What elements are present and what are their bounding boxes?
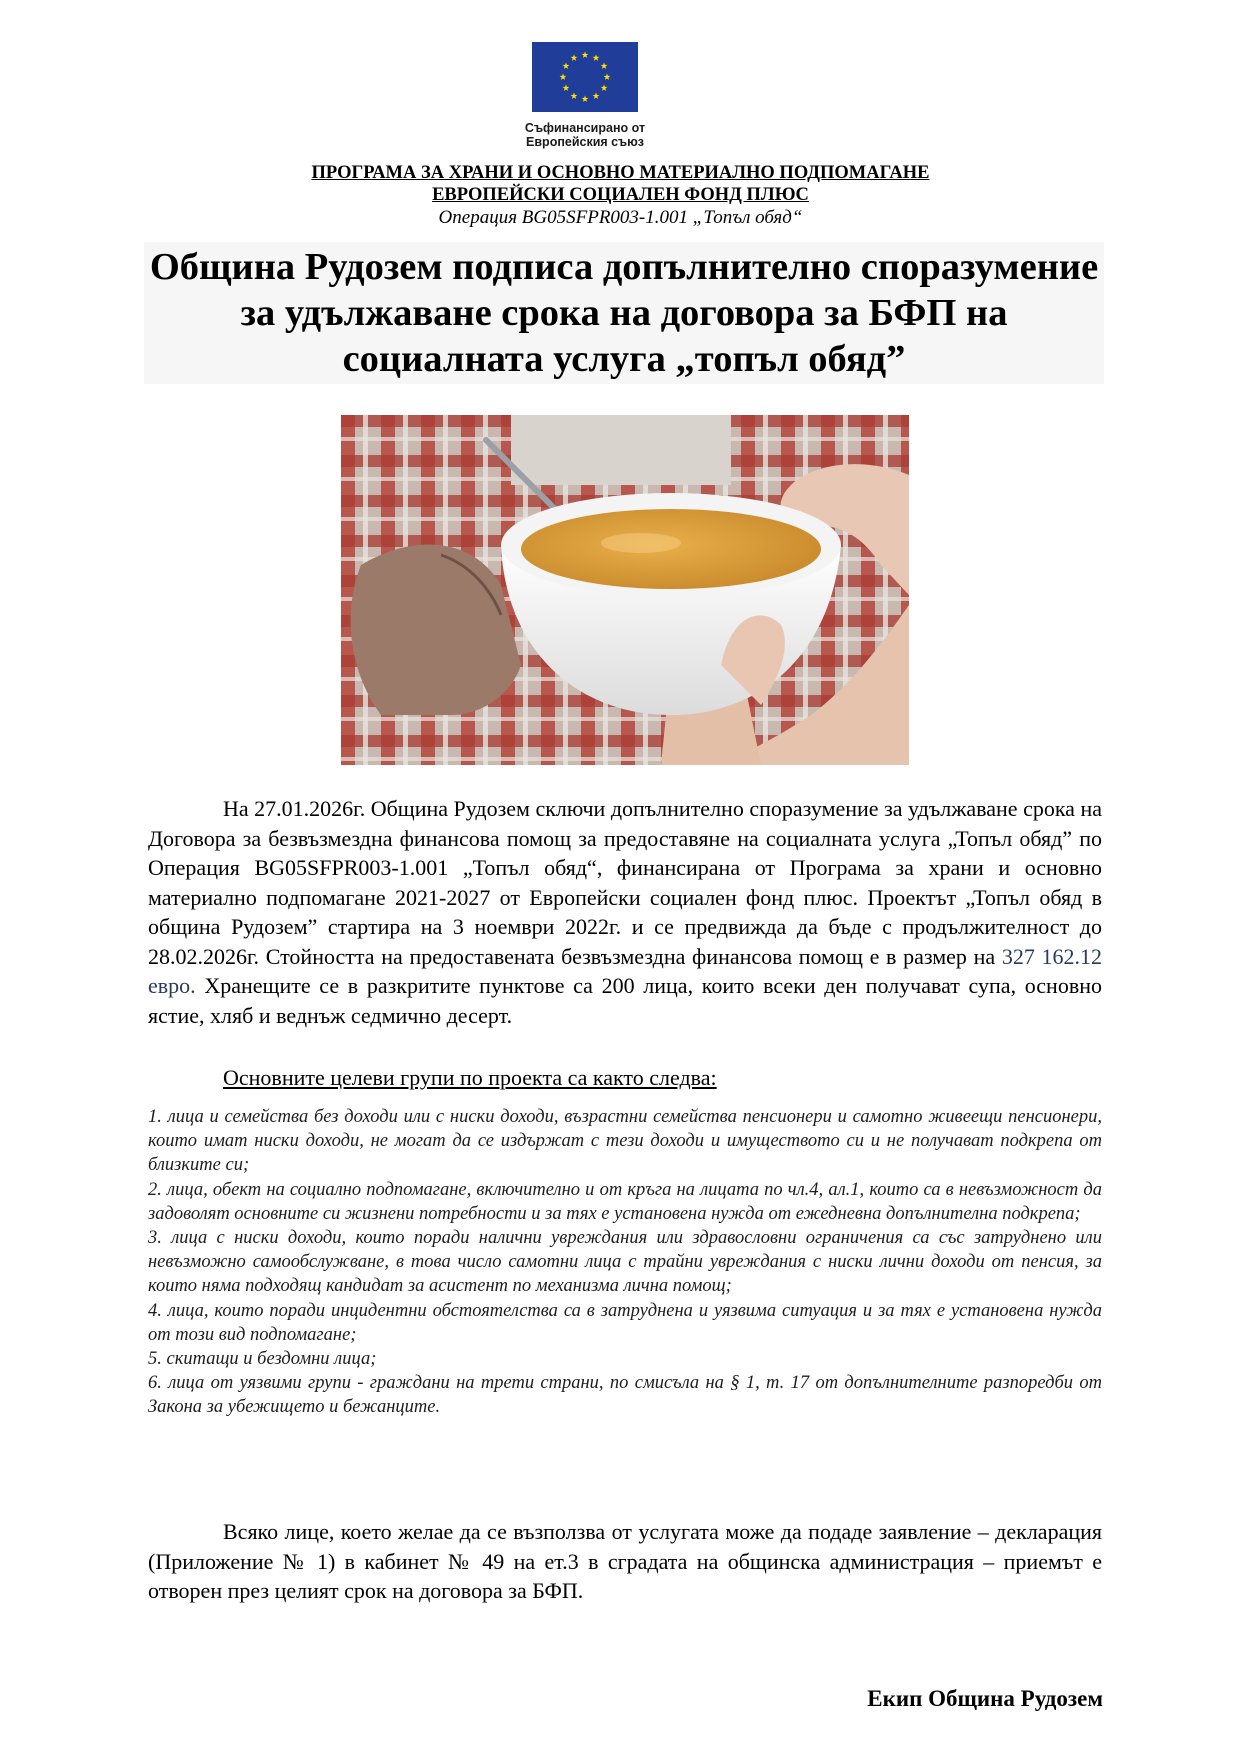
application-paragraph: Всяко лице, което желае да се възползва от услугата може да подаде заявление – декларация (Приложение № 1) в кабинет № 49 на ет.3 в сградата на общинска администрация – приемът е отворен през целият срок на договора за БФП. [148, 1519, 1102, 1603]
eu-caption-line1: Съфинансирано от [524, 121, 646, 135]
operation-line: Операция BG05SFPR003-1.001 „Топъл обяд“ [438, 207, 803, 228]
list-item: 5. скитащи и бездомни лица; [148, 1349, 377, 1370]
page-title: Община Рудозем подписа допълнително споразумение за удължаване срока на договора за БФП на социалната услуга „топъл обяд” [149, 246, 1099, 380]
eu-cofunded-caption [490, 121, 680, 149]
soup-bowl-photo [341, 415, 909, 765]
list-item: 4. лица, които поради инцидентни обстоятелства са в затруднена и уязвима ситуация и за тях е установена нужда от този вид подпомагане; [148, 1300, 1102, 1345]
eu-flag-logo [532, 42, 638, 112]
signature: Екип Община Рудозем [867, 1686, 1103, 1711]
list-item: 6. лица от уязвими групи - граждани на трети страни, по смисъла на § 1, т. 17 от допълнителните разпоредби от Закона за убежището и бежанците. [148, 1373, 1102, 1418]
intro-text: На 27.01.2026г. Община Рудозем сключи допълнително споразумение за удължаване срока на Договора за безвъзмездна финансова помощ за предоставяне на социалната услуга „Топъл обяд” по Операция BG05SFPR003-1.001 „Топъл обяд“, финансирана от Програма за храни и основно материално подпомагане 2021-2027 от Европейски социален фонд плюс. Проектът „Топъл обяд в община Рудозем” стартира на 3 ноември 2022г. и се предвижда да бъде с продължителност до 28.02.2026г. Стойността на предоставената безвъзмездна финансова помощ е в размер на [148, 796, 1102, 969]
target-groups-title: Основните целеви групи по проекта са както следва: [223, 1065, 717, 1090]
eu-caption-line2: Европейския съюз [526, 135, 644, 149]
list-item: 1. лица и семейства без доходи или с ниски доходи, възрастни семейства пенсионери и самотно живеещи пенсионери, които имат ниски доходи, не могат да се издържат с тези доходи и имуществото си и не получават подкрепа от близките си; [148, 1107, 1102, 1176]
list-item: 3. лица с ниски доходи, които поради налични увреждания или здравословни ограничения са със затруднено или невъзможно самообслужване, в това число самотни лица с трайни увреждания с ниски лични доходи от пенсия, за които няма подходящ кандидат за асистент по механизма лична помощ; [148, 1228, 1102, 1297]
grant-amount: 327 162.12 евро. [148, 943, 1103, 998]
program-header [0, 162, 1241, 206]
intro-text-continued: Хранещите се в разкритите пунктове са 200 лица, които всеки ден получават супа, основно ястие, хляб и веднъж седмично десерт. [148, 973, 1102, 1028]
intro-paragraph [148, 794, 1102, 1030]
program-title: ПРОГРАМА ЗА ХРАНИ И ОСНОВНО МАТЕРИАЛНО ПОДПОМАГАНЕ [311, 163, 930, 183]
target-groups-list [148, 1105, 1102, 1420]
fund-title: ЕВРОПЕЙСКИ СОЦИАЛЕН ФОНД ПЛЮС [432, 185, 809, 205]
list-item: 2. лица, обект на социално подпомагане, включително и от кръга на лицата по чл.4, ал.1, които са в невъзможност да задоволят основните си жизнени потребности и за тях е установена нужда от ежедневна допълнителна подкрепа; [148, 1179, 1102, 1224]
